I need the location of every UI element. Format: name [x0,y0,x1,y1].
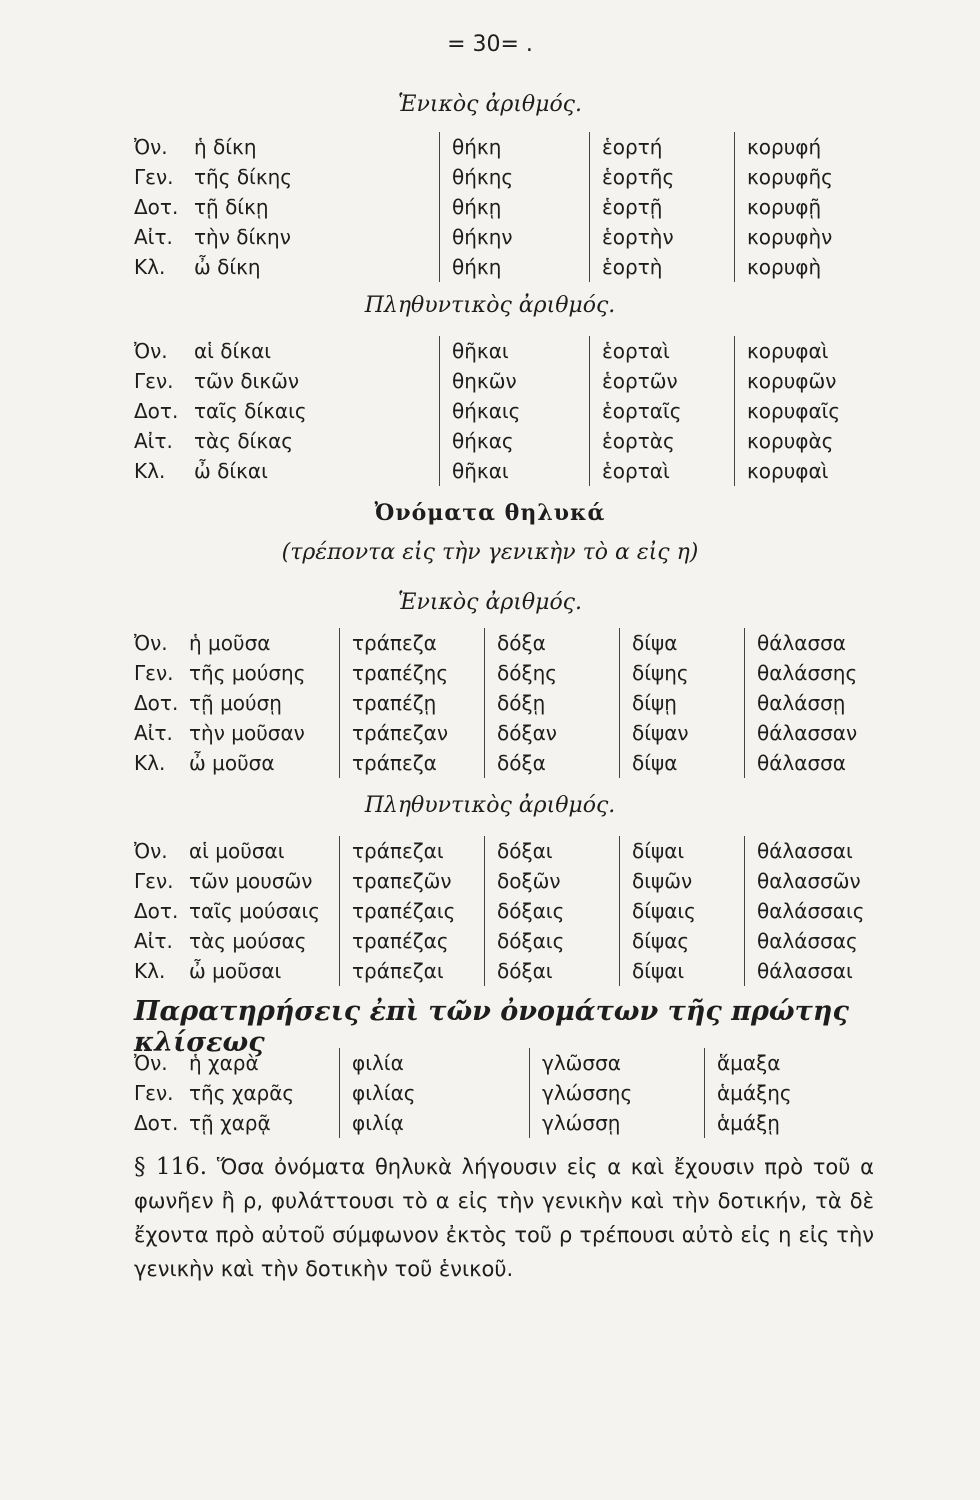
table-row [134,896,874,926]
declension-form: κορυφαῖς [734,396,874,426]
declension-form: φιλίᾳ [339,1108,529,1138]
case-label: Ὀν. [134,1051,168,1075]
case-label: Γεν. [134,369,174,393]
section-number: § 116. [134,1154,208,1180]
table-row [134,1108,874,1138]
declension-form: ἑορτῆς [589,162,734,192]
declension-form: τραπέζῃ [339,688,484,718]
page-number: = 30= . [447,32,533,57]
declension-form: δίψης [619,658,744,688]
declension-form: θήκη [439,132,589,162]
declension-form: κορυφή [734,132,874,162]
declension-form: κορυφῇ [734,192,874,222]
table-row [134,658,874,688]
case-label: Κλ. [134,751,166,775]
declension-form: θαλασσῶν [744,866,874,896]
declension-form: δίψα [619,748,744,778]
declension-form: κορυφαὶ [734,336,874,366]
declension-form: δίψαι [619,836,744,866]
table-row [134,836,874,866]
declension-form: δόξαι [484,956,619,986]
table-row [134,866,874,896]
table-dike-singular [134,132,874,282]
declension-form: θάλασσαι [744,836,874,866]
table-row [134,336,874,366]
case-label: Γεν. [134,869,174,893]
declension-form: θαλάσσαις [744,896,874,926]
declension-form: θήκας [439,426,589,456]
table-row [134,366,874,396]
declension-form: θήκης [439,162,589,192]
declension-form: κορυφὴ [734,252,874,282]
table-row [134,222,874,252]
declension-form: ἑορταὶ [589,456,734,486]
remarks-heading: Παρατηρήσεις ἐπὶ τῶν ὀνομάτων τῆς πρώτης κλίσεως [134,996,849,1058]
case-label: Ὀν. [134,839,168,863]
declension-form: ἁμάξῃ [704,1108,874,1138]
declension-form: γλώσσῃ [529,1108,704,1138]
declension-form: ὦ μοῦσαι [189,959,282,983]
declension-form: δόξαις [484,926,619,956]
table-row [134,456,874,486]
declension-form: ἑορτὰς [589,426,734,456]
table-row [134,132,874,162]
declension-form: δίψας [619,926,744,956]
declension-form: θαλάσσῃ [744,688,874,718]
declension-form: δίψαις [619,896,744,926]
declension-form: τραπέζαις [339,896,484,926]
table-row [134,628,874,658]
declension-form: ταῖς δίκαις [194,399,307,423]
table-mousa-plural [134,836,874,986]
declension-form: ἑορτὴν [589,222,734,252]
heading-plural-2: Πληθυντικὸς ἀριθμός. [364,793,616,818]
heading-singular-2: Ἑνικὸς ἀριθμός. [397,590,582,615]
table-chara [134,1048,874,1138]
declension-form: ἑορτή [589,132,734,162]
declension-form: δίψαν [619,718,744,748]
declension-form: κορυφὰς [734,426,874,456]
case-label: Κλ. [134,255,166,279]
heading-singular: Ἑνικὸς ἀριθμός. [397,92,582,117]
table-row [134,192,874,222]
case-label: Αἰτ. [134,721,173,745]
declension-form: κορυφὴν [734,222,874,252]
table-row [134,1048,874,1078]
declension-form: φιλίας [339,1078,529,1108]
table-row [134,718,874,748]
declension-form: ἑορτῶν [589,366,734,396]
declension-form: δόξῃ [484,688,619,718]
declension-form: τὴν μοῦσαν [189,721,305,745]
section-subtitle: (τρέποντα εἰς τὴν γενικὴν τὸ α εἰς η) [281,540,699,565]
declension-form: θάλασσα [744,628,874,658]
rule-text: Ὅσα ὀνόματα θηλυκὰ λήγουσιν εἰς α καὶ ἔχουσιν πρὸ τοῦ α φωνῆεν ἢ ρ, φυλάττουσι τὸ α εἰς τὴν γενικὴν καὶ τὴν δοτικήν, τὰ δὲ ἔχοντα πρὸ αὐτοῦ σύμφωνον ἐκτὸς τοῦ ρ τρέπουσι αὐτὸ εἰς η εἰς τὴν γενικὴν καὶ τὴν δοτικὴν τοῦ ἑνικοῦ. [134,1155,875,1281]
declension-form: γλῶσσα [529,1048,704,1078]
declension-form: διψῶν [619,866,744,896]
table-row [134,956,874,986]
declension-form: τῶν μουσῶν [189,869,313,893]
case-label: Κλ. [134,959,166,983]
declension-form: τράπεζαι [339,836,484,866]
declension-form: δόξα [484,748,619,778]
declension-form: τράπεζα [339,628,484,658]
declension-form: ὦ δίκη [194,255,261,279]
declension-form: θαλάσσης [744,658,874,688]
declension-form: ἡ χαρὰ [189,1051,259,1075]
declension-form: ταῖς μούσαις [189,899,320,923]
declension-form: ἑορταὶ [589,336,734,366]
declension-form: τράπεζα [339,748,484,778]
declension-form: κορυφῆς [734,162,874,192]
declension-form: ἑορτὴ [589,252,734,282]
table-dike-plural [134,336,874,486]
declension-form: ἁμάξης [704,1078,874,1108]
declension-form: ὦ μοῦσα [189,751,275,775]
table-row [134,1078,874,1108]
declension-form: θῆκαι [439,456,589,486]
declension-form: φιλία [339,1048,529,1078]
declension-form: δίψαι [619,956,744,986]
declension-form: θῆκαι [439,336,589,366]
table-row [134,426,874,456]
declension-form: δίψα [619,628,744,658]
declension-form: θήκη [439,252,589,282]
declension-form: αἱ δίκαι [194,339,272,363]
table-row [134,252,874,282]
declension-form: τὰς μούσας [189,929,307,953]
declension-form: τῆς μούσης [189,661,306,685]
declension-form: θάλασσαι [744,956,874,986]
declension-form: γλώσσης [529,1078,704,1108]
declension-form: τραπέζης [339,658,484,688]
case-label: Ὀν. [134,135,168,159]
declension-form: κορυφαὶ [734,456,874,486]
table-row [134,162,874,192]
declension-form: τραπεζῶν [339,866,484,896]
table-row [134,396,874,426]
case-label: Ὀν. [134,339,168,363]
declension-form: τραπέζας [339,926,484,956]
declension-form: δίψῃ [619,688,744,718]
declension-form: τράπεζαι [339,956,484,986]
declension-form: δοξῶν [484,866,619,896]
table-row [134,926,874,956]
case-label: Αἰτ. [134,225,173,249]
declension-form: δόξαν [484,718,619,748]
case-label: Ὀν. [134,631,168,655]
case-label: Αἰτ. [134,429,173,453]
declension-form: θάλασσα [744,748,874,778]
table-row [134,688,874,718]
declension-form: τῆς χαρᾶς [189,1081,295,1105]
case-label: Δοτ. [134,399,179,423]
declension-form: θήκαις [439,396,589,426]
declension-form: δόξαι [484,836,619,866]
case-label: Αἰτ. [134,929,173,953]
declension-form: ἡ μοῦσα [189,631,271,655]
declension-form: τὰς δίκας [194,429,294,453]
declension-form: τῇ χαρᾷ [189,1111,271,1135]
declension-form: ἑορτῇ [589,192,734,222]
declension-form: δόξης [484,658,619,688]
declension-form: ἅμαξα [704,1048,874,1078]
case-label: Δοτ. [134,1111,179,1135]
declension-form: τῇ μούσῃ [189,691,282,715]
case-label: Γεν. [134,661,174,685]
case-label: Γεν. [134,1081,174,1105]
case-label: Κλ. [134,459,166,483]
declension-form: θήκην [439,222,589,252]
table-row [134,748,874,778]
declension-form: ὦ δίκαι [194,459,268,483]
declension-form: τῶν δικῶν [194,369,300,393]
heading-plural: Πληθυντικὸς ἀριθμός. [364,293,616,318]
declension-form: αἱ μοῦσαι [189,839,285,863]
declension-form: ἡ δίκη [194,135,257,159]
declension-form: τῆς δίκης [194,165,293,189]
declension-form: κορυφῶν [734,366,874,396]
declension-form: τράπεζαν [339,718,484,748]
case-label: Δοτ. [134,899,179,923]
declension-form: δόξα [484,628,619,658]
case-label: Δοτ. [134,195,179,219]
declension-form: θηκῶν [439,366,589,396]
table-mousa-singular [134,628,874,778]
declension-form: τῇ δίκῃ [194,195,269,219]
case-label: Δοτ. [134,691,179,715]
declension-form: δόξαις [484,896,619,926]
declension-form: θήκῃ [439,192,589,222]
declension-form: ἑορταῖς [589,396,734,426]
section-title-feminine-nouns: Ὀνόματα θηλυκά [374,500,606,526]
rule-paragraph-116 [134,1150,874,1286]
declension-form: τὴν δίκην [194,225,291,249]
case-label: Γεν. [134,165,174,189]
declension-form: θαλάσσας [744,926,874,956]
declension-form: θάλασσαν [744,718,874,748]
